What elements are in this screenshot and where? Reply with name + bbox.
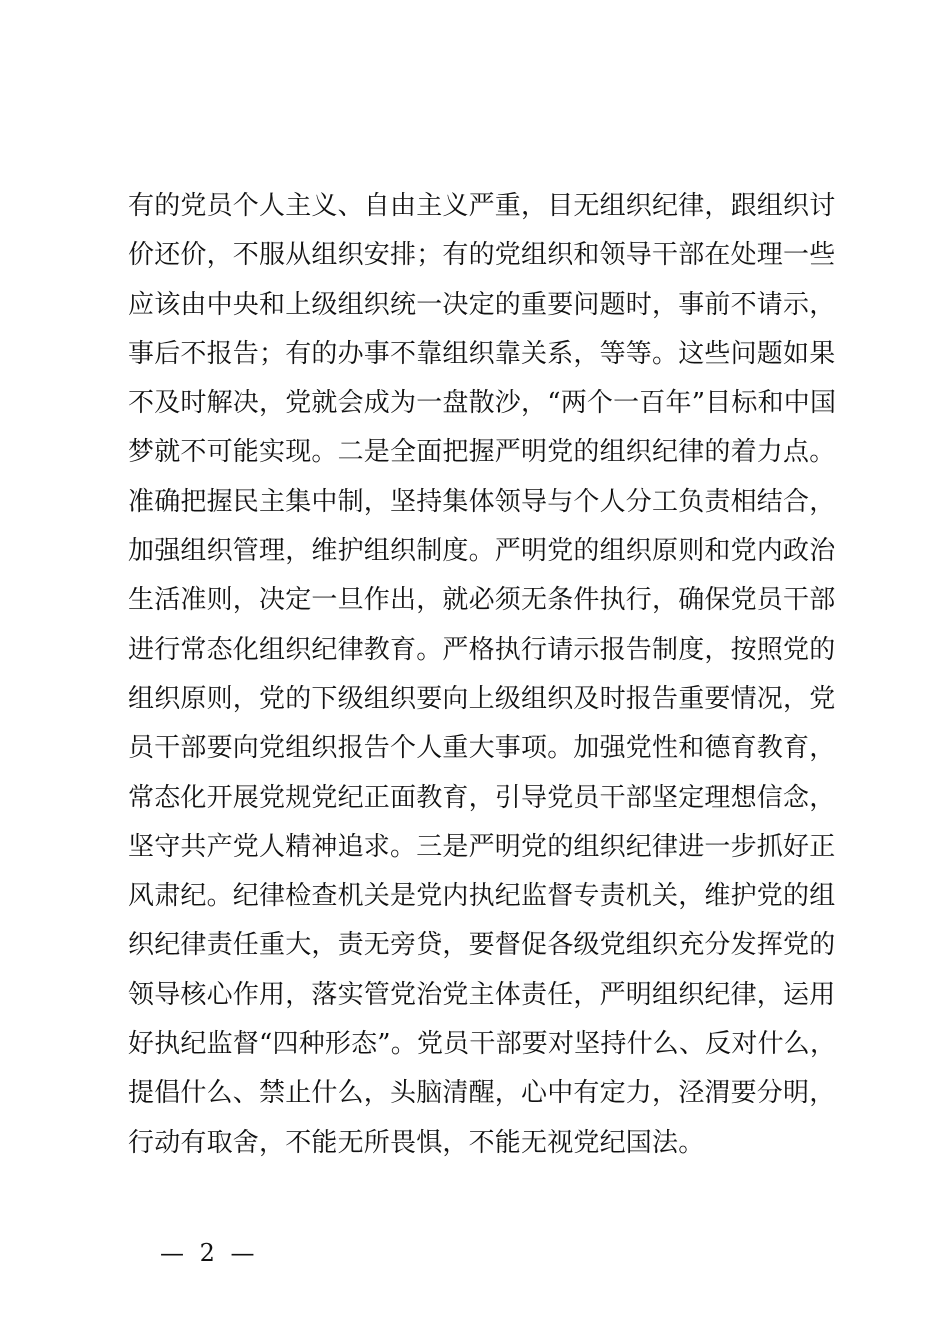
- text-line: 常态化开展党规党纪正面教育，引导党员干部坚定理想信念，: [128, 782, 836, 813]
- text-line: 加强组织管理，维护组织制度。严明党的组织原则和党内政治: [128, 536, 836, 567]
- text-line: 织纪律责任重大，责无旁贷，要督促各级党组织充分发挥党的: [128, 930, 836, 961]
- text-line: 领导核心作用，落实管党治党主体责任，严明组织纪律，运用: [128, 979, 836, 1010]
- text-line: 有的党员个人主义、自由主义严重，目无组织纪律，跟组织讨: [128, 191, 836, 221]
- text-line: 行动有取舍，不能无所畏惧，不能无视党纪国法。: [128, 1127, 705, 1158]
- text-line: 不及时解决，党就会成为一盘散沙，“两个一百年”目标和中国: [128, 388, 837, 419]
- text-line: 应该由中央和上级组织统一决定的重要问题时，事前不请示，: [128, 289, 836, 320]
- text-line: 进行常态化组织纪律教育。严格执行请示报告制度，按照党的: [128, 634, 836, 665]
- text-line: 价还价，不服从组织安排；有的党组织和领导干部在处理一些: [128, 240, 836, 271]
- page-number: — 2 —: [160, 1239, 259, 1267]
- text-line: 生活准则，决定一旦作出，就必须无条件执行，确保党员干部: [128, 585, 836, 616]
- text-line: 好执纪监督“四种形态”。党员干部要对坚持什么、反对什么，: [128, 1029, 837, 1060]
- text-line: 坚守共产党人精神追求。三是严明党的组织纪律进一步抓好正: [128, 831, 836, 862]
- text-line: 风肃纪。纪律检查机关是党内执纪监督专责机关，维护党的组: [128, 881, 836, 912]
- text-line: 组织原则，党的下级组织要向上级组织及时报告重要情况，党: [128, 683, 836, 714]
- text-line: 事后不报告；有的办事不靠组织靠关系，等等。这些问题如果: [128, 338, 836, 369]
- body-text: [128, 182, 837, 1168]
- text-line: 梦就不可能实现。二是全面把握严明党的组织纪律的着力点。: [128, 437, 836, 468]
- text-line: 员干部要向党组织报告个人重大事项。加强党性和德育教育，: [128, 733, 836, 764]
- text-line: 提倡什么、禁止什么，头脑清醒，心中有定力，泾渭要分明，: [128, 1078, 836, 1109]
- text-line: 准确把握民主集中制，坚持集体领导与个人分工负责相结合，: [128, 486, 836, 517]
